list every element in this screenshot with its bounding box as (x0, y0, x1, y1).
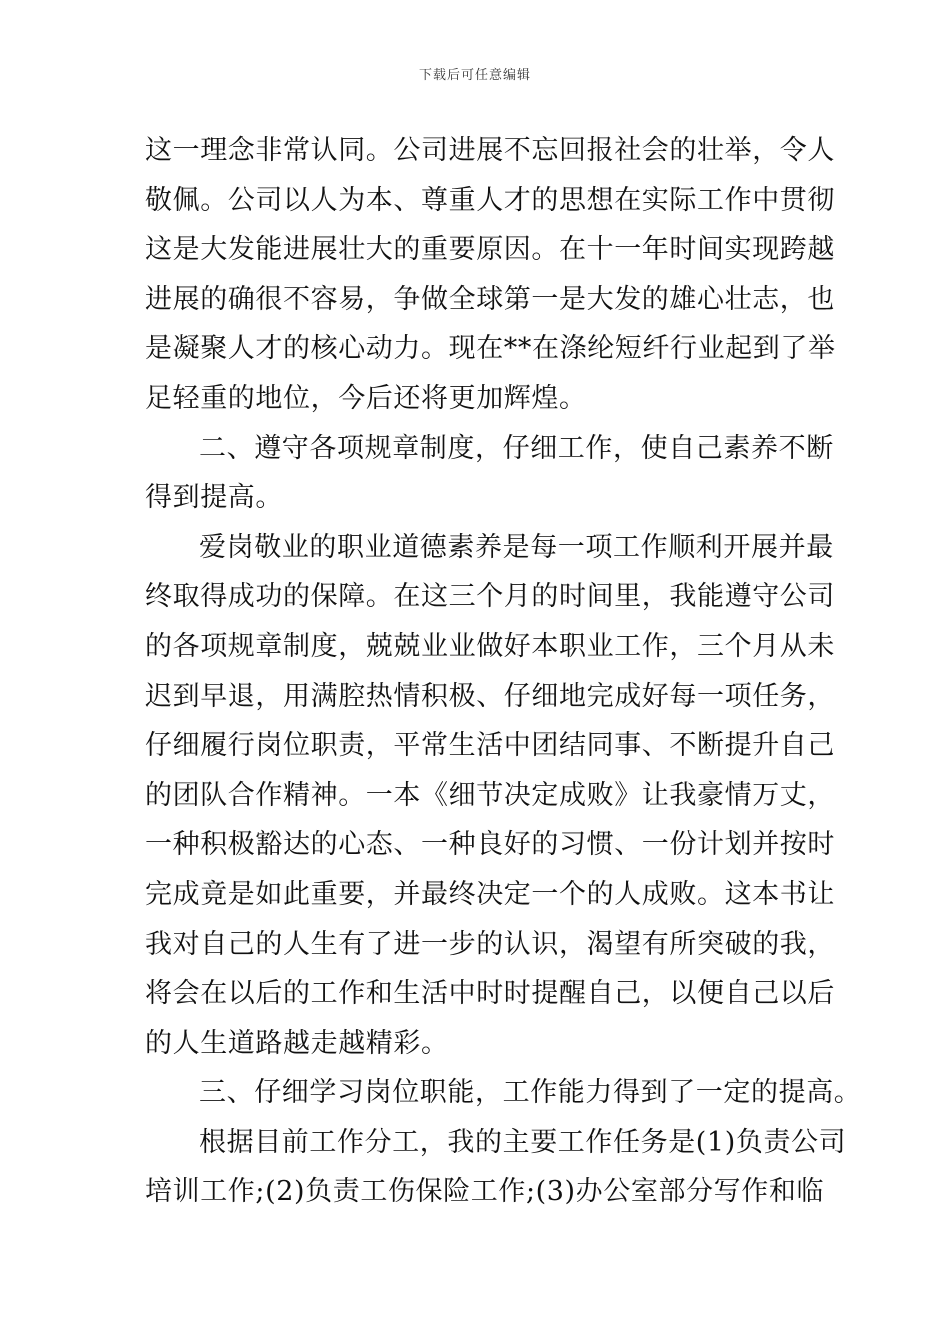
paragraph-start: 爱岗敬业的职业道德素养是每一项工作顺利开展并最 (199, 531, 834, 563)
text-line: 这是大发能进展壮大的重要原因。在十一年时间实现跨越 (145, 234, 835, 266)
section-heading-3: 三、仔细学习岗位职能，工作能力得到了一定的提高。 (199, 1077, 862, 1109)
paragraph-start: 根据目前工作分工，我的主要工作任务是(1)负责公司 (199, 1126, 847, 1158)
page-header: 下载后可任意编辑 (418, 68, 531, 83)
text-line: 将会在以后的工作和生活中时时提醒自己，以便自己以后 (145, 978, 835, 1010)
text-line: 敬佩。公司以人为本、尊重人才的思想在实际工作中贯彻 (145, 184, 835, 216)
text-line: 是凝聚人才的核心动力。现在**在涤纶短纤行业起到了举 (145, 333, 836, 365)
section-heading-2-cont: 得到提高。 (145, 482, 283, 514)
text-line: 的人生道路越走越精彩。 (145, 1027, 449, 1059)
document-body (145, 126, 862, 1217)
text-line: 这一理念非常认同。公司进展不忘回报社会的壮举，令人 (145, 135, 835, 166)
text-line: 足轻重的地位，今后还将更加辉煌。 (145, 382, 587, 414)
text-line: 培训工作;(2)负责工伤保险工作;(3)办公室部分写作和临 (145, 1176, 825, 1208)
text-line: 一种积极豁达的心态、一种良好的习惯、一份计划并按时 (145, 829, 835, 861)
text-line: 的团队合作精神。一本《细节决定成败》让我豪情万丈， (145, 779, 835, 811)
text-line: 仔细履行岗位职责，平常生活中团结同事、不断提升自己 (145, 730, 835, 762)
text-line: 完成竟是如此重要，并最终决定一个的人成败。这本书让 (145, 878, 835, 910)
text-line: 进展的确很不容易，争做全球第一是大发的雄心壮志，也 (145, 283, 835, 315)
text-line: 的各项规章制度，兢兢业业做好本职业工作，三个月从未 (145, 630, 835, 662)
text-line: 我对自己的人生有了进一步的认识，渴望有所突破的我， (145, 928, 835, 960)
section-heading-2: 二、遵守各项规章制度，仔细工作，使自己素养不断 (199, 432, 834, 464)
text-line: 迟到早退，用满腔热情积极、仔细地完成好每一项任务， (145, 680, 835, 712)
text-line: 终取得成功的保障。在这三个月的时间里，我能遵守公司 (145, 581, 835, 613)
